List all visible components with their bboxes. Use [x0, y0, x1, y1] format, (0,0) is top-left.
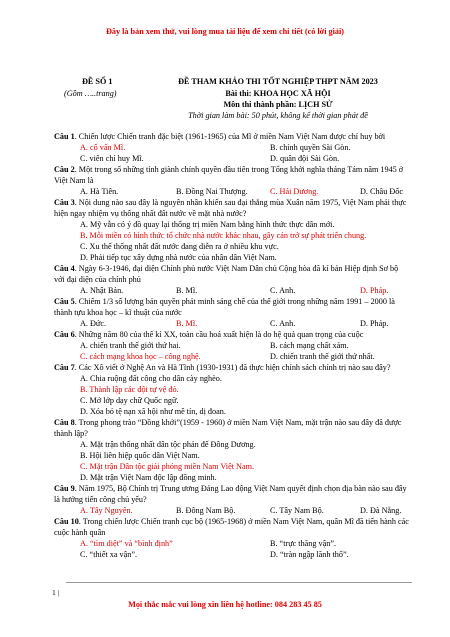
- question-6: Câu 6. Những năm 80 của thế kỉ XX, toàn cầu hoá xuất hiện là do hệ quả quan trọng của cuộc: [54, 330, 364, 339]
- q4-option-c: C. Anh.: [270, 286, 296, 295]
- page-count-note: (Gồm …..trang): [64, 89, 117, 98]
- question-9: Câu 9. Năm 1975, Bộ Chính trị Trung ương Đảng Lao động Việt Nam quyết định chọn địa bàn nào sau đây là hướng tiến công chủ yếu?: [54, 484, 407, 504]
- question-3: Câu 3. Nội dung nào sau đây là nguyên nhân khiến sau đại thắng mùa Xuân năm 1975, Việt Nam phải thực hiện ngay nhiệm vụ thống nhất đất nước về mặt nhà nước?: [54, 198, 407, 218]
- question-8: Câu 8. Trong phong trào “Đồng khởi”(1959 - 1960) ở miền Nam Việt Nam, mặt trận nào sau đây đã được thành lập?: [54, 418, 402, 438]
- exam-component: Môn thi thành phần: LỊCH SỬ: [223, 100, 333, 109]
- preview-banner: Đây là bản xem thử, vui lòng mua tài liệu để xem chi tiết (có lời giải): [105, 27, 344, 36]
- exam-subject: Bài thi: KHOA HỌC XÃ HỘI: [225, 89, 331, 98]
- q9-option-b: B. Đông Nam Bộ.: [176, 506, 236, 515]
- question-4: Câu 4. Ngày 6-3-1946, đại diện Chính phủ nước Việt Nam Dân chủ Cộng hòa đã kí bản Hiệp định Sơ bộ với đại diện của chính phủ: [54, 264, 399, 284]
- question-2: Câu 2. Một trong số những tỉnh giành chính quyền đầu tiên trong Tổng khởi nghĩa tháng Tám năm 1945 ở Việt Nam là: [54, 165, 404, 185]
- q10-option-d: D. “tràn ngập lãnh thổ”.: [270, 550, 349, 559]
- q7-option-a: A. Chia ruộng đất công cho dân cày nghèo.: [80, 374, 222, 383]
- q7-option-d: D. Xóa bỏ tệ nạn xã hội như mê tín, dị đoan.: [80, 407, 226, 416]
- q6-option-d: D. chiến tranh thế giới thứ nhất.: [270, 352, 375, 361]
- q3-option-b: B. Mỗi miền có hình thức tổ chức nhà nước khác nhau, gây cản trở sự phát triển chung.: [80, 231, 367, 240]
- hotline-footer: Mọi thắc mắc vui lòng xin liên hệ hotline: 084 283 45 85: [128, 600, 322, 609]
- q4-option-d: D. Pháp.: [360, 286, 389, 295]
- question-5: Câu 5. Chiếm 1/3 số lượng bản quyền phát minh sáng chế của thế giới trong những năm 1991 – 2000 là thành tựu khoa học – kĩ thuật của nước: [54, 297, 395, 317]
- q7-option-b: B. Thành lập các đội tự vệ đỏ.: [80, 385, 179, 394]
- page-number: 1 |: [52, 588, 60, 597]
- q10-option-c: C. “thiết xa vận”.: [80, 550, 138, 559]
- question-7: Câu 7. Các Xô viết ở Nghệ An và Hà Tĩnh (1930-1931) đã thực hiện chính sách chính trị nào sau đây?: [54, 363, 391, 372]
- question-1: Câu 1. Chiến lược Chiến tranh đặc biệt (1961-1965) của Mĩ ở miền Nam Việt Nam được chỉ huy bởi: [54, 132, 386, 141]
- exam-title: ĐỀ THAM KHẢO THI TỐT NGHIỆP THPT NĂM 2023: [178, 77, 378, 86]
- q9-option-a: A. Tây Nguyên.: [80, 506, 133, 515]
- q4-option-b: B. Mĩ.: [176, 286, 198, 295]
- q5-option-a: A. Đức.: [80, 319, 107, 328]
- q8-option-c: C. Mặt trận Dân tộc giải phóng miền Nam Việt Nam.: [80, 462, 254, 471]
- q7-option-c: C. Mở lớp dạy chữ Quốc ngữ.: [80, 396, 179, 405]
- q4-option-a: A. Nhật Bản.: [80, 286, 124, 295]
- q3-option-c: C. Xu thế thống nhất đất nước đang diễn ra ở nhiều khu vực.: [80, 242, 279, 251]
- q8-option-d: D. Mặt trận Việt Nam độc lập đồng minh.: [80, 473, 217, 482]
- q6-option-c: C. cách mạng khoa học – công nghệ.: [80, 352, 201, 361]
- q2-option-c: C. Hải Dương.: [270, 187, 319, 196]
- q6-option-a: A. chiến tranh thế giới thứ hai.: [80, 341, 181, 350]
- q8-option-a: A. Mặt trận thống nhất dân tộc phản đế Đông Dương.: [80, 440, 256, 449]
- q5-option-b: B. Mĩ.: [176, 319, 198, 328]
- q3-option-d: D. Phải tiếp tục xây dựng nhà nước của nhân dân Việt Nam.: [80, 253, 277, 262]
- exam-time: Thời gian làm bài: 50 phút, không kể thời gian phát đề: [188, 111, 368, 120]
- q2-option-b: B. Đồng Nai Thượng.: [176, 187, 248, 196]
- q1-option-c: C. viên chỉ huy Mĩ.: [80, 154, 144, 163]
- q6-option-b: B. cách mạng chất xám.: [270, 341, 349, 350]
- q2-option-a: A. Hà Tiên.: [80, 187, 119, 196]
- q1-option-d: D. quân đội Sài Gòn.: [270, 154, 340, 163]
- q5-option-c: C. Anh.: [270, 319, 296, 328]
- q8-option-b: B. Hội liên hiệp quốc dân Việt Nam.: [80, 451, 200, 460]
- q1-option-b: B. chính quyền Sài Gòn.: [270, 143, 351, 152]
- q10-option-a: A. “tìm diệt” và “bình định”: [80, 539, 173, 548]
- q1-option-a: A. cố vấn Mĩ.: [80, 143, 126, 152]
- exam-number: ĐỀ SỐ 1: [82, 77, 113, 86]
- q5-option-d: D. Pháp.: [360, 319, 389, 328]
- question-10: Câu 10. Trong chiến lược Chiến tranh cục bộ (1965-1968) ở miền Nam Việt Nam, quân Mĩ đã tiến hành các cuộc hành quân: [54, 517, 409, 537]
- q10-option-b: B. “trực thăng vận”.: [270, 539, 337, 548]
- q9-option-d: D. Đà Nẵng.: [360, 506, 402, 515]
- footer-divider: [66, 582, 412, 583]
- q3-option-a: A. Mỹ vẫn có ý đồ quay lại thống trị miền Nam bằng hình thức thực dân mới.: [80, 220, 335, 229]
- q9-option-c: C. Tây Nam Bộ.: [270, 506, 324, 515]
- q2-option-d: D. Châu Đốc: [360, 187, 403, 196]
